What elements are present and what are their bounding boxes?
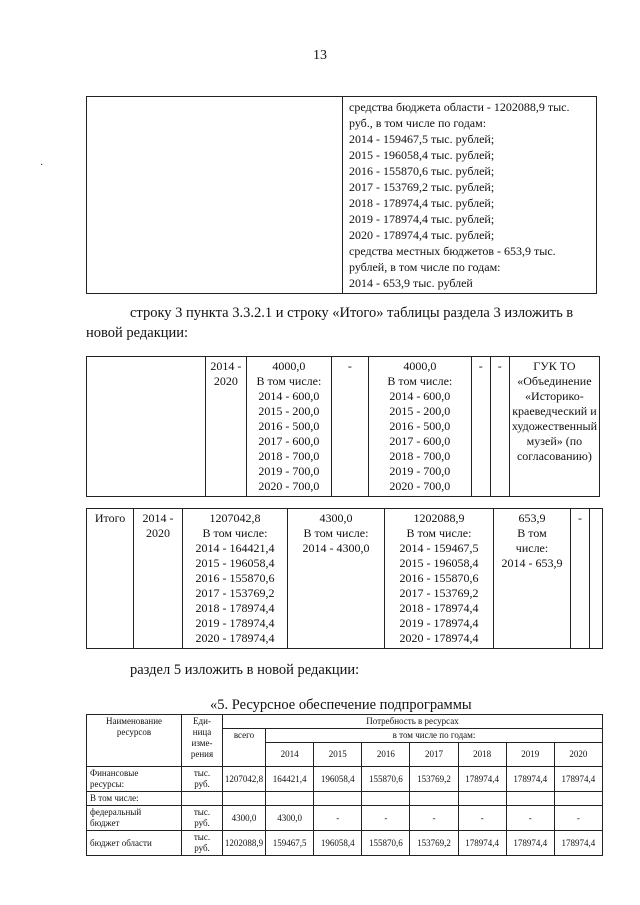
header-year: 2017 [410,743,458,767]
row-value [458,792,506,806]
row-value: 178974,4 [506,831,554,856]
row-value: 196058,4 [314,767,362,792]
executor-cell: ГУК ТО «Объединение «Историко- краеведческий и художественный музей» (по согласованию) [509,357,599,497]
header-year: 2015 [314,743,362,767]
region-budget-cell: 1202088,9 В том числе: 2014 - 159467,5 2015 - 196058,4 2016 - 155870,6 2017 - 153769,2 2018 - 178974,4 2019 - 178974,4 2020 - 178974,4 [385,509,494,649]
row-value [314,792,362,806]
instruction-paragraph [86,303,601,343]
row-value [554,792,602,806]
header-year: 2019 [506,743,554,767]
funding-line: 2014 - 653,9 тыс. рублей [349,276,473,290]
row-value [506,792,554,806]
local-cell: - [471,357,490,497]
funding-line: 2015 - 196058,4 тыс. рублей; [349,148,495,162]
funding-line: средства бюджета области - 1202088,9 тыс. [349,100,570,114]
row-value [362,792,410,806]
funding-line: 2019 - 178974,4 тыс. рублей; [349,212,495,226]
row-value: 155870,6 [362,767,410,792]
row-value: 4300,0 [266,806,314,831]
header-year: 2020 [554,743,602,767]
empty-cell [590,509,603,649]
total-row-table [86,508,603,649]
funding-line: рублей, в том числе по годам: [349,260,501,274]
row-value: - [410,806,458,831]
funding-line: 2014 - 159467,5 тыс. рублей; [349,132,495,146]
row-value: 178974,4 [458,767,506,792]
row-value: 178974,4 [506,767,554,792]
total-cell: 4000,0 В том числе: 2014 - 600,0 2015 - 200,0 2016 - 500,0 2017 - 600,0 2018 - 700,0 2019 - 700,0 2020 - 700,0 [246,357,331,497]
row-value [266,792,314,806]
instruction-paragraph: раздел 5 изложить в новой редакции: [130,662,360,678]
header-total: всего [223,729,266,767]
resources-table [86,714,603,856]
total-label-cell: Итого [87,509,134,649]
row-value: - [314,806,362,831]
paragraph-line: новой редакции: [86,325,189,341]
row-value: - [506,806,554,831]
funding-line: 2020 - 178974,4 тыс. рублей; [349,228,495,242]
row-total: 1207042,8 [223,767,266,792]
row-value: 178974,4 [458,831,506,856]
row-total: 1202088,9 [223,831,266,856]
row-name: федеральный бюджет [87,806,182,831]
margin-mark: · [40,160,44,171]
row-total [223,792,266,806]
funding-line: 2018 - 178974,4 тыс. рублей; [349,196,495,210]
row-value: - [362,806,410,831]
other-cell: - [571,509,590,649]
header-year: 2016 [362,743,410,767]
federal-cell: - [331,357,368,497]
other-cell: - [490,357,509,497]
row-value: 178974,4 [554,831,602,856]
row-name: Финансовые ресурсы: [87,767,182,792]
funding-line: средства местных бюджетов - 653,9 тыс. [349,244,556,258]
paragraph-line: строку 3 пункта 3.3.2.1 и строку «Итого» таблицы раздела 3 изложить в [130,305,574,321]
section-title: «5. Ресурсное обеспечение подпрограммы [210,697,472,713]
row-value: 159467,5 [266,831,314,856]
row-value: 155870,6 [362,831,410,856]
empty-cell [87,357,206,497]
region-budget-cell: 4000,0 В том числе: 2014 - 600,0 2015 - 200,0 2016 - 500,0 2017 - 600,0 2018 - 700,0 2019 - 700,0 2020 - 700,0 [368,357,471,497]
header-need: Потребность в ресурсах [223,715,603,729]
local-cell: 653,9 В том числе: 2014 - 653,9 [494,509,571,649]
row-name: В том числе: [87,792,182,806]
funding-line: 2016 - 155870,6 тыс. рублей; [349,164,495,178]
header-by-year: в том числе по годам: [266,729,603,743]
row-total: 4300,0 [223,806,266,831]
header-unit: Еди- ница изме- рения [182,715,223,767]
header-year: 2018 [458,743,506,767]
header-year: 2014 [266,743,314,767]
row-unit: тыс. руб. [182,806,223,831]
row-name: бюджет области [87,831,182,856]
funding-table-continuation [86,96,597,294]
federal-cell: 4300,0 В том числе: 2014 - 4300,0 [288,509,385,649]
row-value: 196058,4 [314,831,362,856]
row-value [410,792,458,806]
empty-cell [87,97,343,294]
row-unit: тыс. руб. [182,831,223,856]
page-number: 13 [313,48,327,63]
period-cell: 2014 - 2020 [205,357,246,497]
row-value: 153769,2 [410,767,458,792]
row-value: - [458,806,506,831]
funding-description-cell [343,97,597,294]
funding-line: 2017 - 153769,2 тыс. рублей; [349,180,495,194]
row-value: - [554,806,602,831]
row-unit [182,792,223,806]
total-cell: 1207042,8 В том числе: 2014 - 164421,4 2015 - 196058,4 2016 - 155870,6 2017 - 153769,2 2018 - 178974,4 2019 - 178974,4 2020 - 178974,4 [183,509,288,649]
row-value: 153769,2 [410,831,458,856]
row-value: 178974,4 [554,767,602,792]
period-cell: 2014 - 2020 [134,509,183,649]
row-unit: тыс. руб. [182,767,223,792]
row-value: 164421,4 [266,767,314,792]
header-name: Наименование ресурсов [87,715,182,767]
funding-line: руб., в том числе по годам: [349,116,487,130]
row3-table [86,356,600,497]
